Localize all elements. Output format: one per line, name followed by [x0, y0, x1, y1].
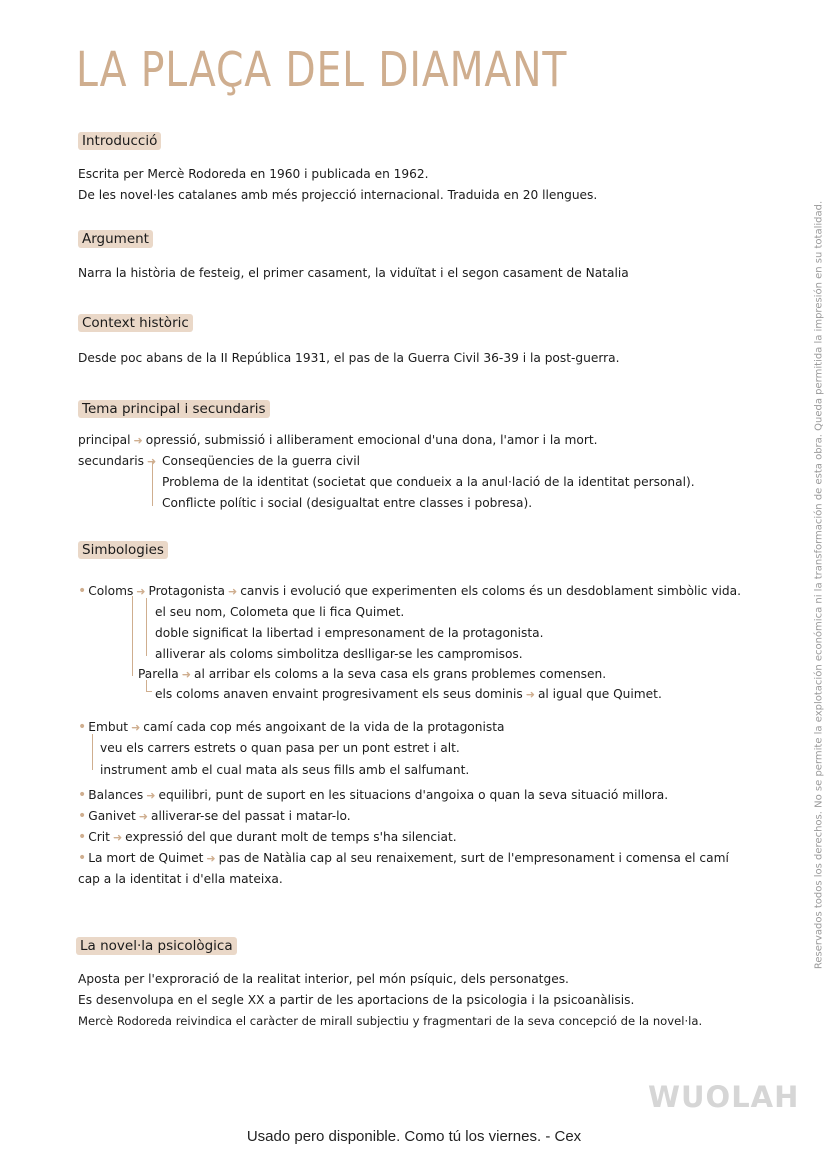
tema-secundaris-label-row: [78, 453, 159, 470]
protagonista-text: canvis i evolució que experimenten els coloms és un desdoblament simbòlic vida.: [240, 584, 742, 598]
intro-line-2: De les novel·les catalanes amb més projecció internacional. Traduida en 20 llengues.: [78, 188, 598, 202]
principal-text: opressió, submissió i alliberament emocional d'una dona, l'amor i la mort.: [145, 433, 598, 447]
bullet-icon: •: [78, 850, 87, 866]
parella-text: al arribar els coloms a la seva casa els grans problemes comensen.: [193, 667, 607, 681]
coloms-row: [78, 583, 741, 600]
arrow-icon: ➜: [228, 585, 238, 598]
heading-context: Context històric: [78, 314, 193, 332]
parella-sub-b: al igual que Quimet.: [537, 687, 662, 701]
arrow-icon: ➜: [136, 585, 146, 598]
bullet-icon: •: [78, 583, 87, 599]
ganivet-text: alliverar-se del passat i matar-lo.: [151, 809, 351, 823]
protagonista-label: Protagonista: [148, 584, 225, 598]
embut-row: [78, 719, 504, 736]
arrow-icon: ➜: [146, 789, 156, 802]
parella-sub: [155, 686, 662, 703]
arrow-icon: ➜: [133, 434, 143, 447]
embut-sub-1: veu els carrers estrets o quan pasa per un pont estret i alt.: [100, 741, 460, 755]
tema-principal: [78, 432, 598, 449]
secundari-item-3: Conflicte polític i social (desigualtat entre classes i pobresa).: [162, 496, 533, 510]
parella-label: Parella: [138, 667, 179, 681]
coloms-label: Coloms: [88, 584, 134, 598]
context-line-1: Desde poc abans de la II República 1931, el pas de la Guerra Civil 36-39 i la post-guerra.: [78, 351, 620, 365]
protagonista-sub-1: el seu nom, Colometa que li fica Quimet.: [155, 605, 405, 619]
bullet-icon: •: [78, 829, 87, 845]
protagonista-sub-2: doble significat la libertad i empresonament de la protagonista.: [155, 626, 544, 640]
parella-row: [138, 666, 606, 683]
heading-novela: La novel·la psicològica: [76, 937, 237, 955]
balances-label: Balances: [88, 788, 144, 802]
balances-text: equilibri, punt de suport en les situacions d'angoixa o quan la seva situació millora.: [158, 788, 669, 802]
bracket-line: [152, 462, 153, 506]
embut-sub-2: instrument amb el cual mata als seus fills amb el salfumant.: [100, 763, 470, 777]
embut-label: Embut: [88, 720, 129, 734]
protagonista-sub-3: alliverar als coloms simbolitza deslligar-se les campromisos.: [155, 647, 523, 661]
arrow-icon: ➜: [131, 721, 141, 734]
copyright-sidenote: Reservados todos los derechos. No se permite la explotación económica ni la transformación de esta obra. Queda permitida la impresión en su totalidad.: [813, 200, 825, 970]
bracket-hook: [146, 680, 152, 692]
mort-row: [78, 850, 729, 867]
secundari-item-1: Conseqüencies de la guerra civil: [162, 454, 361, 468]
mort-row-2: cap a la identitat i d'ella mateixa.: [78, 872, 283, 886]
arrow-icon: ➜: [146, 455, 157, 468]
novela-line-2: Es desenvolupa en el segle XX a partir de les aportacions de la psicologia i la psicoanàlisis.: [78, 993, 635, 1007]
argument-line-1: Narra la història de festeig, el primer casament, la viduïtat i el segon casament de Natalia: [78, 266, 629, 280]
crit-text: expressió del que durant molt de temps s'ha silenciat.: [125, 830, 457, 844]
balances-row: [78, 787, 668, 804]
intro-line-1: Escrita per Mercè Rodoreda en 1960 i publicada en 1962.: [78, 167, 429, 181]
bullet-icon: •: [78, 808, 87, 824]
novela-line-1: Aposta per l'exproració de la realitat interior, pel món psíquic, dels personatges.: [78, 972, 569, 986]
crit-label: Crit: [88, 830, 110, 844]
ganivet-label: Ganivet: [88, 809, 136, 823]
mort-label: La mort de Quimet: [88, 851, 204, 865]
secundari-item-2: Problema de la identitat (societat que condueix a la anul·lació de la identitat personal).: [162, 475, 695, 489]
ganivet-row: [78, 808, 351, 825]
bullet-icon: •: [78, 787, 87, 803]
arrow-icon: ➜: [525, 688, 535, 701]
bracket-line: [132, 596, 133, 676]
novela-line-3: Mercè Rodoreda reivindica el caràcter de mirall subjectiu y fragmentari de la seva concepció de la novel·la.: [78, 1014, 703, 1028]
secundaris-label: secundaris: [78, 454, 144, 468]
bullet-icon: •: [78, 719, 87, 735]
footer-ad[interactable]: Usado pero disponible. Como tú los viernes. - Cex: [246, 1128, 582, 1145]
arrow-icon: ➜: [112, 831, 123, 844]
heading-introduccio: Introducció: [78, 132, 161, 150]
crit-row: [78, 829, 457, 846]
bracket-line: [92, 734, 93, 770]
bracket-line: [146, 598, 147, 656]
heading-argument: Argument: [78, 230, 153, 248]
heading-simbologies: Simbologies: [78, 541, 168, 559]
page-title: LA PLAÇA DEL DIAMANT: [76, 42, 568, 98]
mort-text: pas de Natàlia cap al seu renaixement, surt de l'empresonament i comensa el camí: [218, 851, 729, 865]
arrow-icon: ➜: [181, 668, 191, 681]
arrow-icon: ➜: [138, 810, 148, 823]
heading-tema: Tema principal i secundaris: [78, 400, 270, 418]
arrow-icon: ➜: [206, 852, 216, 865]
parella-sub-a: els coloms anaven envaint progresivament els seus dominis: [155, 687, 523, 701]
embut-text: camí cada cop més angoixant de la vida de la protagonista: [143, 720, 505, 734]
principal-label: principal: [78, 433, 131, 447]
wuolah-logo: WUOLAH: [648, 1080, 800, 1114]
